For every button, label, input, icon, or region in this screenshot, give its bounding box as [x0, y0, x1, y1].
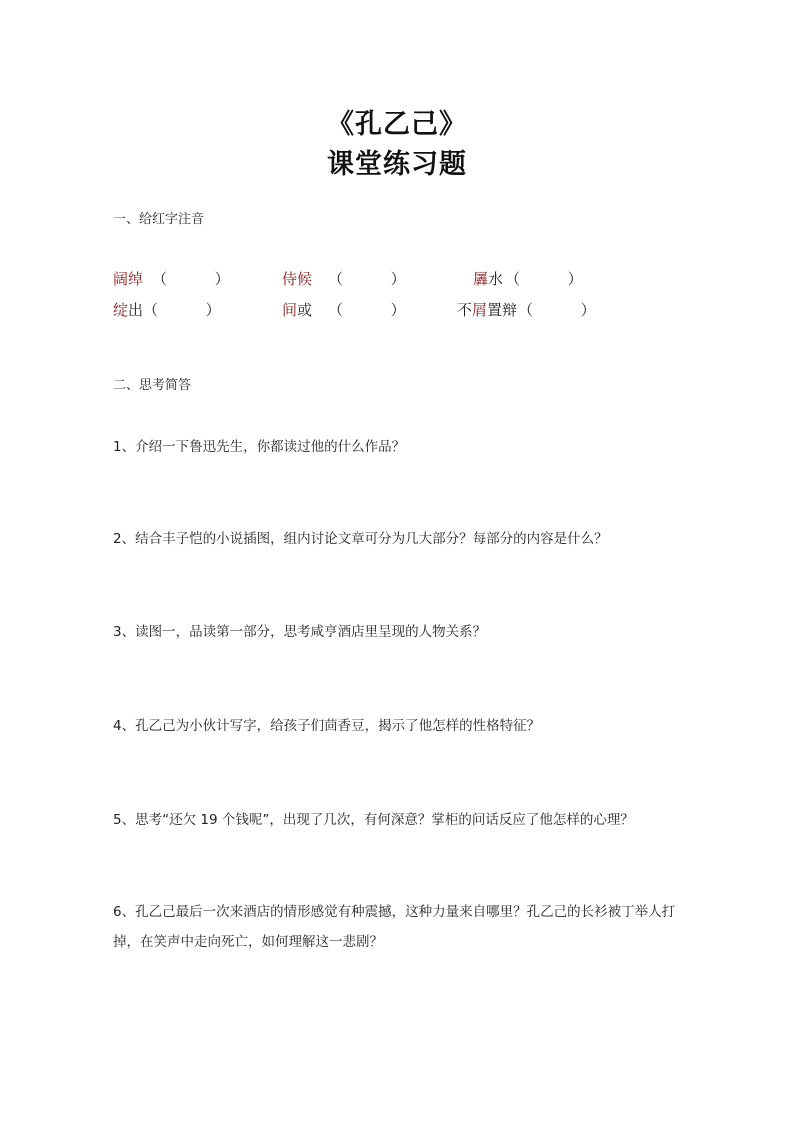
section-2-heading: 二、思考简答 [113, 378, 192, 393]
question-4: 4、孔乙己为小伙计写字，给孩子们茴香豆，揭示了他怎样的性格特征？ [113, 718, 541, 734]
question-3: 3、读图一，品读第一部分，思考咸亨酒店里呈现的人物关系？ [113, 624, 487, 640]
pinyin-item-6: 不屑置辩 [457, 301, 518, 319]
title-line-1: 《孔乙己》 [327, 109, 467, 140]
question-1: 1、介绍一下鲁迅先生，你都读过他的什么作品？ [113, 439, 406, 455]
pinyin-blank-5[interactable]: （ ） [328, 301, 406, 319]
pinyin-item-4: 绽出 [113, 301, 144, 319]
pinyin-item-3: 羼水 [473, 270, 504, 288]
question-6: 6、孔乙己最后一次来酒店的情形感觉有种震撼，这种力量来自哪里？孔乙己的长衫被丁举人打掉，在笑声中走向死亡，如何理解这一悲剧？ [113, 904, 676, 950]
pinyin-item-2: 侍候 [282, 270, 313, 288]
pinyin-blank-4[interactable]: （ ） [143, 301, 221, 319]
pinyin-blank-3[interactable]: （ ） [505, 270, 583, 288]
question-2: 2、结合丰子恺的小说插图，组内讨论文章可分为几大部分？每部分的内容是什么？ [113, 531, 608, 547]
pinyin-item-1: 阔绰 [113, 270, 144, 288]
section-1-heading: 一、给红字注音 [113, 212, 205, 227]
pinyin-item-5: 间或 [282, 301, 313, 319]
title-line-2: 课堂练习题 [327, 149, 467, 180]
pinyin-blank-1[interactable]: （ ） [152, 270, 230, 288]
question-5: 5、思考“还欠 19 个钱呢”，出现了几次，有何深意？掌柜的问话反应了他怎样的心理？ [113, 812, 634, 828]
pinyin-blank-6[interactable]: （ ） [518, 301, 596, 319]
pinyin-blank-2[interactable]: （ ） [328, 270, 406, 288]
